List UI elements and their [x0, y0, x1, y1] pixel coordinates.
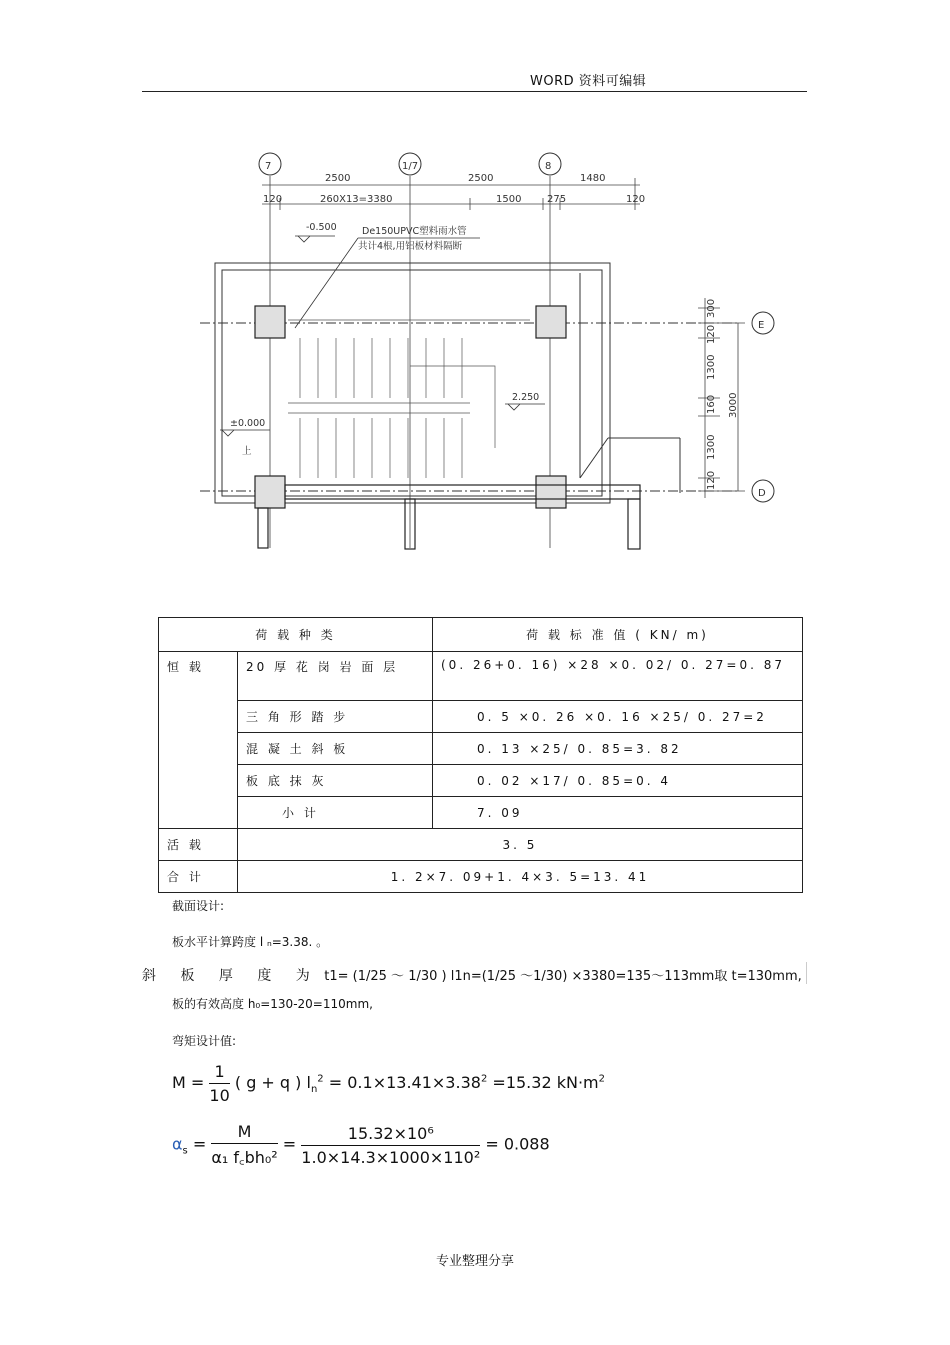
effective-height-text: 板的有效高度 h₀=130-20=110mm, — [172, 997, 373, 1011]
header-load-std: 荷 载 标 准 值 ( KN/ m) — [433, 618, 803, 652]
axis-8-label: 8 — [545, 161, 552, 172]
eq1-sup2: 2 — [480, 1073, 488, 1085]
dead-load-label: 恒 载 — [159, 652, 238, 829]
stair-plan-drawing — [200, 148, 790, 568]
eq2-result: = 0.088 — [485, 1134, 550, 1154]
eq1-fraction — [209, 1062, 229, 1105]
table-row — [159, 765, 803, 797]
moment-heading: 弯矩设计值: — [172, 1034, 237, 1048]
thickness-text — [142, 965, 802, 985]
dim-right-300: 300 — [706, 298, 717, 318]
eq1-m: M — [172, 1073, 186, 1092]
row-item: 板 底 抹 灰 — [238, 765, 433, 797]
eq2-fraction-2 — [301, 1124, 480, 1167]
total-label: 合 计 — [159, 861, 238, 893]
axis-e-label: E — [758, 320, 765, 331]
dim-second-2: 260X13=3380 — [320, 194, 393, 205]
page-footer: 专业整理分享 — [435, 1254, 514, 1269]
table-row — [159, 829, 803, 861]
dim-right-120a: 120 — [706, 324, 717, 344]
moment-equation — [172, 1062, 605, 1105]
eq1-mid: ( g + q ) l — [234, 1073, 311, 1092]
total-value: 1. 2×7. 09+1. 4×3. 5=13. 41 — [238, 861, 803, 893]
dim-second-5: 120 — [626, 194, 646, 205]
eq2-den1: α₁ f꜀bh₀² — [211, 1148, 278, 1167]
dim-second-1: 120 — [263, 194, 283, 205]
level-0000: ±0.000 — [230, 418, 266, 429]
eq1-sup: 2 — [317, 1073, 324, 1085]
row-value: 7. 09 — [433, 797, 803, 829]
text-edge-rule — [806, 962, 807, 984]
eq1-result: =15.32 kN·m — [492, 1073, 599, 1092]
row-value: (0. 26+0. 16) ×28 ×0. 02/ 0. 27=0. 87 — [433, 652, 803, 701]
row-value: 0. 13 ×25/ 0. 85=3. 82 — [433, 733, 803, 765]
eq2-num1: M — [211, 1122, 277, 1144]
eq2-alpha: α — [172, 1134, 183, 1154]
live-load-value: 3. 5 — [238, 829, 803, 861]
dim-top-2: 2500 — [468, 173, 494, 184]
up-label: 上 — [242, 446, 252, 457]
row-item: 20 厚 花 岗 岩 面 层 — [238, 652, 433, 701]
load-table — [158, 617, 803, 893]
live-load-label: 活 载 — [159, 829, 238, 861]
span-text: 板水平计算跨度 l ₙ=3.38. 。 — [172, 935, 329, 949]
eq1-eq: = — [190, 1073, 205, 1092]
table-row — [159, 733, 803, 765]
table-row — [159, 701, 803, 733]
dim-right-1300b: 1300 — [706, 434, 717, 460]
column-8d — [536, 476, 566, 508]
row-value: 0. 5 ×0. 26 ×0. 16 ×25/ 0. 27=2 — [433, 701, 803, 733]
eq2-fraction-1 — [211, 1122, 277, 1168]
page-header: WORD 资料可编辑 — [530, 74, 647, 89]
table-row — [159, 861, 803, 893]
eq1-sup3: 2 — [598, 1073, 605, 1085]
stair-plan-svg — [200, 148, 790, 568]
row-item: 三 角 形 踏 步 — [238, 701, 433, 733]
eq2-eq-b: = — [282, 1134, 297, 1154]
dim-top-3: 1480 — [580, 173, 606, 184]
eq2-sub: s — [182, 1145, 188, 1157]
table-row — [159, 797, 803, 829]
level-2250: 2.250 — [512, 392, 540, 403]
header-divider — [142, 91, 807, 92]
dim-top-1: 2500 — [325, 173, 351, 184]
axis-7-label: 7 — [265, 161, 272, 172]
eq1-rest: = 0.1×13.41×3.38 — [328, 1073, 481, 1092]
dim-right-120b: 120 — [706, 470, 717, 490]
eq1-num: 1 — [209, 1062, 229, 1084]
table-row — [159, 652, 803, 701]
column-7d — [255, 476, 285, 508]
eq2-den2: 1.0×14.3×1000×110² — [301, 1147, 481, 1167]
eq2-num2: 15.32×10⁶ — [301, 1124, 480, 1146]
level-minus-0500: -0.500 — [306, 222, 337, 233]
column-8e — [536, 306, 566, 338]
column-7e — [255, 306, 285, 338]
header-load-type: 荷 载 种 类 — [159, 618, 433, 652]
note-drain-pipe: De150UPVC塑料雨水管 — [362, 226, 467, 237]
row-item: 混 凝 土 斜 板 — [238, 733, 433, 765]
dim-second-3: 1500 — [496, 194, 522, 205]
thickness-rest: t1= (1/25 ～ 1/30 ) l1n=(1/25 ～1/30) ×3380=135～113mm取 t=130mm, — [324, 969, 802, 984]
note-drain-count: 共计4根,用铝板材料隔断 — [358, 241, 463, 252]
eq2-eq: = — [192, 1134, 207, 1154]
alpha-equation — [172, 1122, 550, 1168]
thickness-lead: 斜 板 厚 度 为 — [142, 968, 320, 984]
row-item: 小 计 — [238, 797, 433, 829]
dim-right-160: 160 — [706, 394, 717, 414]
eq1-den: 10 — [209, 1086, 230, 1105]
axis-1-7-label: 1/7 — [402, 161, 419, 172]
axis-d-label: D — [758, 488, 766, 499]
eq1-sub: n — [310, 1084, 318, 1096]
dim-right-1300a: 1300 — [706, 354, 717, 380]
dim-second-4: 275 — [547, 194, 567, 205]
section-design-heading: 截面设计: — [172, 899, 225, 913]
row-value: 0. 02 ×17/ 0. 85=0. 4 — [433, 765, 803, 797]
table-header-row — [159, 618, 803, 652]
dim-right-total: 3000 — [728, 392, 739, 418]
